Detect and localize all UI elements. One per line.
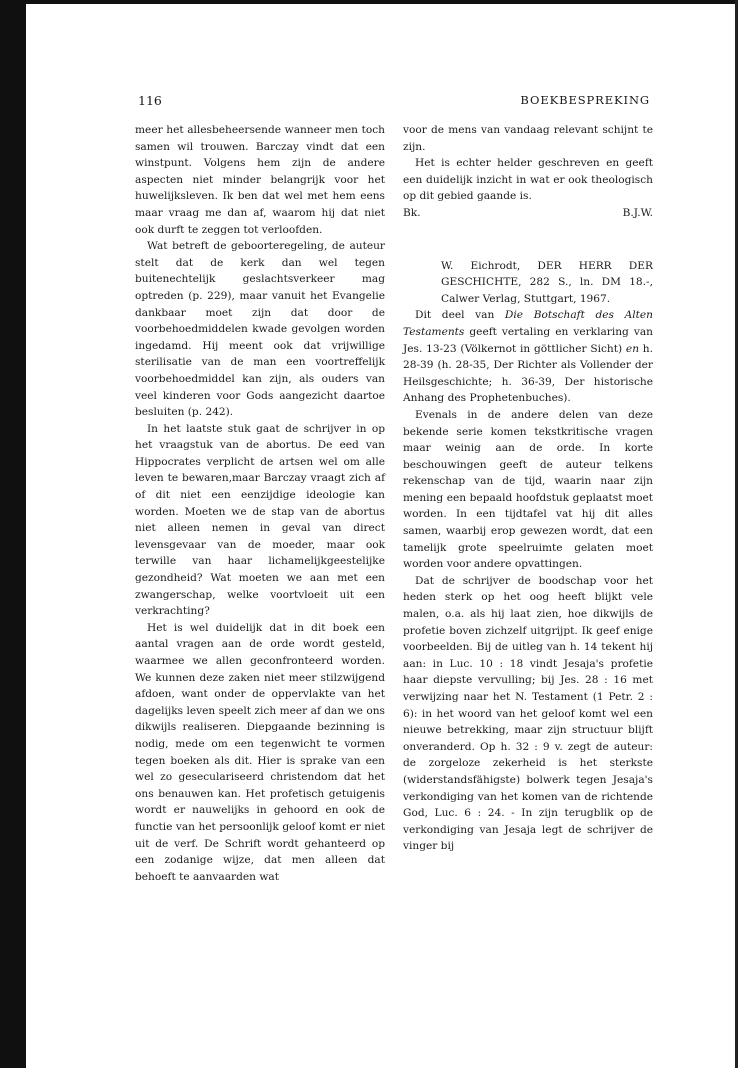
intro-text: h. 28-39 (h. 28-35, Der Richter als Vollender der Heilsgeschichte; h. 36-39, Der historische Anhang des Prophetenbuches).	[403, 342, 653, 405]
paragraph: meer het allesbeheersende wanneer men toch samen wil trouwen. Barczay vindt dat een winstpunt. Volgens hem zijn de andere aspecten niet minder belangrijk voor het huwelijksleven. Ik ben dat wel met hem eens maar vraag me dan af, waarom hij dat niet ook durft te zeggen tot verloofden.	[135, 124, 385, 236]
author-initials: B.J.W.	[622, 206, 653, 219]
review-intro	[403, 307, 653, 407]
paragraph: Wat betreft de geboorteregeling, de auteur stelt dat de kerk dan wel tegen buitenechtelijk geslachtsverkeer mag optreden (p. 229), maar vanuit het Evangelie dankbaar moet zijn dat door de voorbehoedmiddelen kwade gevolgen worden ingedamd. Hij meent ook dat vrijwillige sterilisatie van de man een voortreffelijk voorbehoedmiddel kan zijn, als ouders van veel kinderen voor Gods aangezicht daartoe besluiten (p. 242).	[135, 240, 385, 419]
left-column	[135, 122, 385, 885]
series-title: Die Botschaft des Alten Testaments	[403, 309, 653, 338]
page-number: 116	[138, 93, 162, 108]
paragraph: voor de mens van vandaag relevant schijnt te zijn.	[403, 124, 653, 153]
paragraph: Dat de schrijver de boodschap voor het heden sterk op het oog heeft blijkt vele malen, o.a. als hij laat zien, hoe dikwijls de profetie boven zichzelf uitgrijpt. Ik geef enige voorbeelden. Bij de uitleg van h. 14 tekent hij aan: in Luc. 10 : 18 vindt Jesaja's profetie haar diepste vervulling; bij Jes. 28 : 16 met verwijzing naar het N. Testament (1 Petr. 2 : 6): in het woord van het geloof komt wel een nieuwe betrekking, maar zijn structuur blijft onveranderd. Op h. 32 : 9 v. zegt de auteur: de zorgeloze zekerheid is het sterkste (widerstandsfähigste) bolwerk tegen Jesaja's verkondiging van het komen van de richtende God, Luc. 6 : 24. - In zijn terugblik op de verkondiging van Jesaja legt de schrijver de vinger bij	[403, 574, 653, 853]
review-signature	[403, 205, 653, 222]
paragraph: Het is wel duidelijk dat in dit boek een aantal vragen aan de orde wordt gesteld, waarmee we allen geconfronteerd worden. We kunnen deze zaken niet meer stilzwijgend afdoen, want onder de oppervlakte van het dagelijks leven speelt zich meer af dan we ons dikwijls realiseren. Diepgaande bezinning is nodig, mede om een tegenwicht te vormen tegen boeken als dit. Hier is sprake van een wel zo geseculariseerd christendom dat het ons benauwen kan. Het profetisch getuigenis wordt er nauwelijks in gehoord en ook de functie van het persoonlijk geloof komt er niet uit de verf. De Schrift wordt gehanteerd op een zodanige wijze, dat men alleen dat behoeft te aanvaarden wat	[135, 621, 385, 883]
paragraph: In het laatste stuk gaat de schrijver in op het vraagstuk van de abortus. De eed van Hippocrates verplicht de artsen wel om alle leven te bewaren,maar Barczay vraagt zich af of dit niet een eenzijdige ideologie kan worden. Moeten we de stap van de abortus niet alleen nemen in geval van direct levensgevaar van de moeder, maar ook terwille van haar lichamelijkgeestelijke gezondheid? Wat moeten we aan met een zwangerschap, welke voortvloeit uit een verkrachting?	[135, 422, 385, 618]
book-heading: W. Eichrodt, DER HERR DER GESCHICHTE, 282 S., ln. DM 18.-, Calwer Verlag, Stuttgart, 1967.	[441, 259, 653, 305]
reviewer-initials: Bk.	[403, 206, 421, 219]
running-title: BOEKBESPREKING	[520, 93, 650, 107]
scan-left-edge	[0, 0, 26, 1068]
section-gap	[403, 222, 653, 258]
paragraph: Het is echter helder geschreven en geeft een duidelijk inzicht in wat er ook theologisch op dit gebied gaande is.	[403, 157, 653, 203]
right-column	[403, 122, 653, 855]
intro-text: geeft vertaling en verklaring van Jes. 13-23 (Völkernot in göttlicher Sicht)	[403, 325, 653, 355]
intro-connector: en	[625, 342, 640, 355]
paragraph: Evenals in de andere delen van deze bekende serie komen tekstkritische vragen maar weinig aan de orde. In korte beschouwingen geeft de auteur telkens rekenschap van de tijd, waarin naar zijn mening een bepaald hoofdstuk geplaatst moet worden. In een tijdtafel vat hij dit alles samen, waarbij erop gewezen wordt, dat een tamelijk grote speelruimte gelaten moet worden voor andere opvattingen.	[403, 408, 653, 571]
scan-top-edge	[0, 0, 738, 4]
intro-text: Dit deel van	[415, 309, 505, 322]
